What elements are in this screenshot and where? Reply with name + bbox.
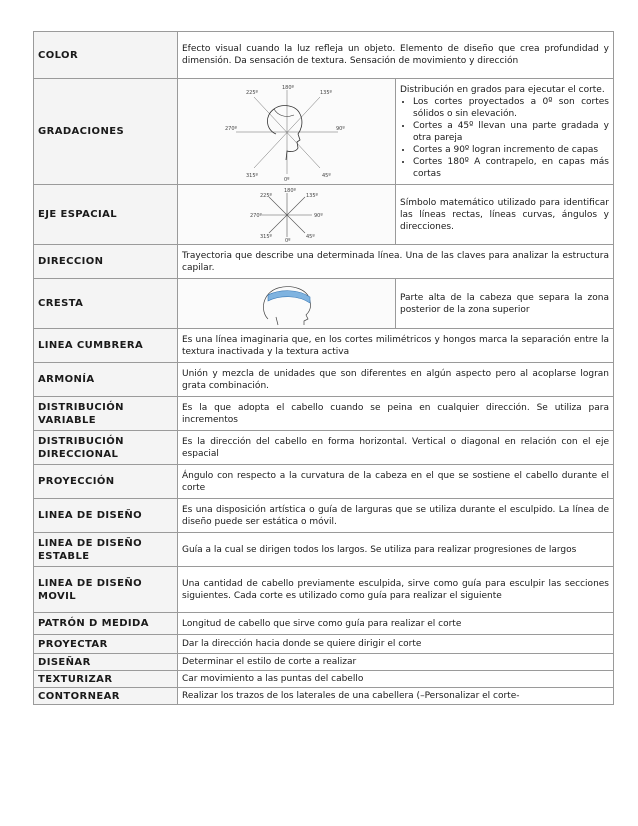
definition-cell: Una cantidad de cabello previamente esculpida, sirve como guía para esculpir las secciones siguientes. Cada corte es utilizado como guía para realizar el siguiente <box>178 567 614 613</box>
angle-label: 315º <box>245 172 258 179</box>
definition-cell: Trayectoria que describe una determinada línea. Una de las claves para analizar la estructura capilar. <box>178 245 614 279</box>
definition-cell: Es la dirección del cabello en forma horizontal. Vertical o diagonal en relación con el eje espacial <box>178 431 614 465</box>
term-cell: DISEÑAR <box>34 654 178 671</box>
glossary-row <box>34 688 614 705</box>
angle-label: 90º <box>335 125 345 132</box>
definition-cell: Parte alta de la cabeza que separa la zona posterior de la zona superior <box>396 279 614 329</box>
angle-label: 180º <box>281 84 294 91</box>
glossary-row <box>34 363 614 397</box>
glossary-row <box>34 431 614 465</box>
axis-label: 135º <box>305 192 318 199</box>
axis-label: 45º <box>305 233 315 240</box>
head-crest-diagram <box>224 281 350 327</box>
term-cell: ARMONÍA <box>34 363 178 397</box>
angle-label: 225º <box>245 89 258 96</box>
definition-cell: Efecto visual cuando la luz refleja un objeto. Elemento de diseño que crea profundidad y dimensión. Da sensación de textura. Sensación de movimiento y dirección <box>178 32 614 79</box>
definition-intro: Distribución en grados para ejecutar el corte. <box>400 84 605 95</box>
head-angles-diagram <box>224 82 350 182</box>
term-cell: LINEA DE DISEÑO <box>34 499 178 533</box>
angle-label: 270º <box>224 125 237 132</box>
definition-cell: Dar la dirección hacia donde se quiere dirigir el corte <box>178 635 614 654</box>
term-cell: PATRÓN D MEDIDA <box>34 613 178 635</box>
glossary-row <box>34 613 614 635</box>
bullet-list <box>400 96 609 180</box>
term-cell: TEXTURIZAR <box>34 671 178 688</box>
definition-cell: Unión y mezcla de unidades que son diferentes en algún aspecto pero al acoplarse logran grata combinación. <box>178 363 614 397</box>
definition-cell: Car movimiento a las puntas del cabello <box>178 671 614 688</box>
glossary-row <box>34 654 614 671</box>
glossary-row <box>34 635 614 654</box>
definition-cell: Longitud de cabello que sirve como guía para realizar el corte <box>178 613 614 635</box>
definition-cell: Ángulo con respecto a la curvatura de la cabeza en el que se sostiene el cabello durante el corte <box>178 465 614 499</box>
term-cell: LINEA DE DISEÑO ESTABLE <box>34 533 178 567</box>
bullet-item: • Los cortes proyectados a 0º son cortes sólidos o sin elevación. <box>413 96 609 120</box>
term-cell: PROYECTAR <box>34 635 178 654</box>
glossary-row <box>34 499 614 533</box>
angle-label: 0º <box>283 176 290 182</box>
axis-label: 0º <box>284 237 291 243</box>
glossary-row <box>34 185 614 245</box>
definition-cell: Realizar los trazos de los laterales de una cabellera (–Personalizar el corte- <box>178 688 614 705</box>
glossary-row <box>34 465 614 499</box>
definition-cell: Guía a la cual se dirigen todos los largos. Se utiliza para realizar progresiones de largos <box>178 533 614 567</box>
glossary-row <box>34 279 614 329</box>
term-cell: DISTRIBUCIÓN DIRECCIONAL <box>34 431 178 465</box>
axis-label: 90º <box>313 212 323 219</box>
definition-cell: Es una línea imaginaria que, en los cortes milimétricos y hongos marca la separación entre la textura inactivada y la textura activa <box>178 329 614 363</box>
term-cell: LINEA DE DISEÑO MOVIL <box>34 567 178 613</box>
glossary-table <box>33 31 614 705</box>
bullet-item: • Cortes 180º A contrapelo, en capas más cortas <box>413 156 609 180</box>
glossary-row <box>34 329 614 363</box>
glossary-row <box>34 245 614 279</box>
term-cell: EJE ESPACIAL <box>34 185 178 245</box>
axis-label: 270º <box>249 212 262 219</box>
term-cell: GRADACIONES <box>34 79 178 185</box>
glossary-row <box>34 32 614 79</box>
term-cell: CRESTA <box>34 279 178 329</box>
definition-cell: Símbolo matemático utilizado para identificar las líneas rectas, líneas curvas, ángulos y direcciones. <box>396 185 614 245</box>
definition-cell: Es una disposición artística o guía de larguras que se utiliza durante el esculpido. La línea de diseño puede ser estática o móvil. <box>178 499 614 533</box>
glossary-row <box>34 671 614 688</box>
definition-cell: Es la que adopta el cabello cuando se peina en cualquier dirección. Se utiliza para incrementos <box>178 397 614 431</box>
axis-label: 225º <box>259 192 272 199</box>
term-cell: COLOR <box>34 32 178 79</box>
cresta-figure-cell <box>178 279 396 329</box>
glossary-row <box>34 567 614 613</box>
axis-label: 180º <box>283 187 296 194</box>
definition-cell <box>396 79 614 185</box>
angle-label: 45º <box>321 172 331 179</box>
term-cell: LINEA CUMBRERA <box>34 329 178 363</box>
axis-label: 315º <box>259 233 272 240</box>
term-cell: DIRECCION <box>34 245 178 279</box>
spatial-axis-diagram <box>224 187 350 243</box>
bullet-item: • Cortes a 90º logran incremento de capas <box>413 144 609 156</box>
term-cell: DISTRIBUCIÓN VARIABLE <box>34 397 178 431</box>
gradaciones-figure-cell <box>178 79 396 185</box>
bullet-item: • Cortes a 45º llevan una parte gradada y otra pareja <box>413 120 609 144</box>
term-cell: CONTORNEAR <box>34 688 178 705</box>
eje-figure-cell <box>178 185 396 245</box>
glossary-row <box>34 79 614 185</box>
angle-label: 135º <box>319 89 332 96</box>
glossary-row <box>34 533 614 567</box>
definition-cell: Determinar el estilo de corte a realizar <box>178 654 614 671</box>
term-cell: PROYECCIÓN <box>34 465 178 499</box>
glossary-row <box>34 397 614 431</box>
